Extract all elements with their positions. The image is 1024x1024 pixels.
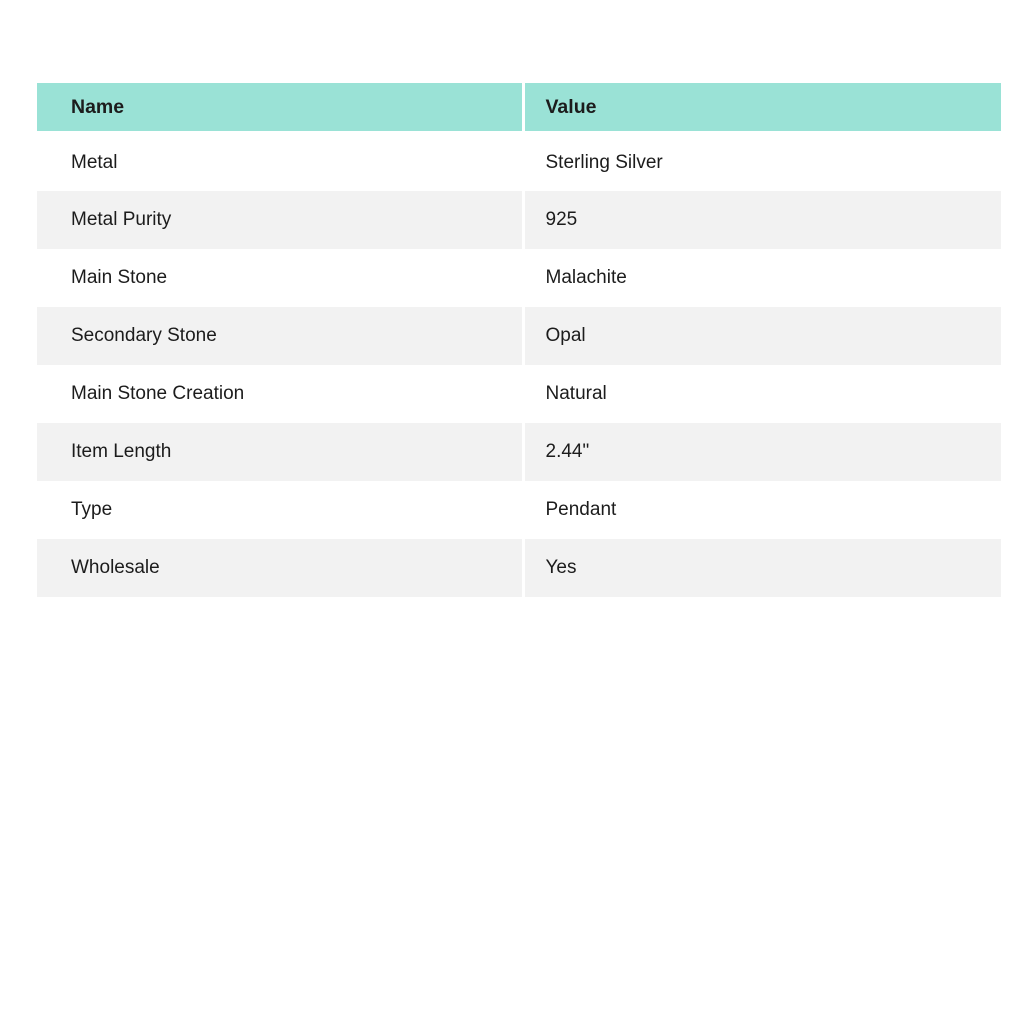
attribute-value: Malachite	[523, 249, 1001, 307]
attribute-name: Item Length	[37, 423, 523, 481]
attribute-value: 2.44"	[523, 423, 1001, 481]
table-row	[37, 249, 1001, 307]
attribute-name: Secondary Stone	[37, 307, 523, 365]
table-header-row	[37, 83, 1001, 133]
attribute-value: Opal	[523, 307, 1001, 365]
table-row	[37, 481, 1001, 539]
table-row	[37, 365, 1001, 423]
attribute-value: Yes	[523, 539, 1001, 597]
attribute-value: Sterling Silver	[523, 133, 1001, 191]
attribute-name: Type	[37, 481, 523, 539]
table-row	[37, 133, 1001, 191]
column-header-name: Name	[37, 83, 523, 133]
attribute-name: Main Stone	[37, 249, 523, 307]
attribute-value: Pendant	[523, 481, 1001, 539]
table-row	[37, 539, 1001, 597]
attribute-value: Natural	[523, 365, 1001, 423]
table-row	[37, 423, 1001, 481]
attribute-name: Main Stone Creation	[37, 365, 523, 423]
attribute-name: Metal Purity	[37, 191, 523, 249]
attributes-table	[37, 83, 1001, 597]
table-row	[37, 191, 1001, 249]
attribute-value: 925	[523, 191, 1001, 249]
column-header-value: Value	[523, 83, 1001, 133]
table-row	[37, 307, 1001, 365]
attribute-name: Wholesale	[37, 539, 523, 597]
attribute-name: Metal	[37, 133, 523, 191]
